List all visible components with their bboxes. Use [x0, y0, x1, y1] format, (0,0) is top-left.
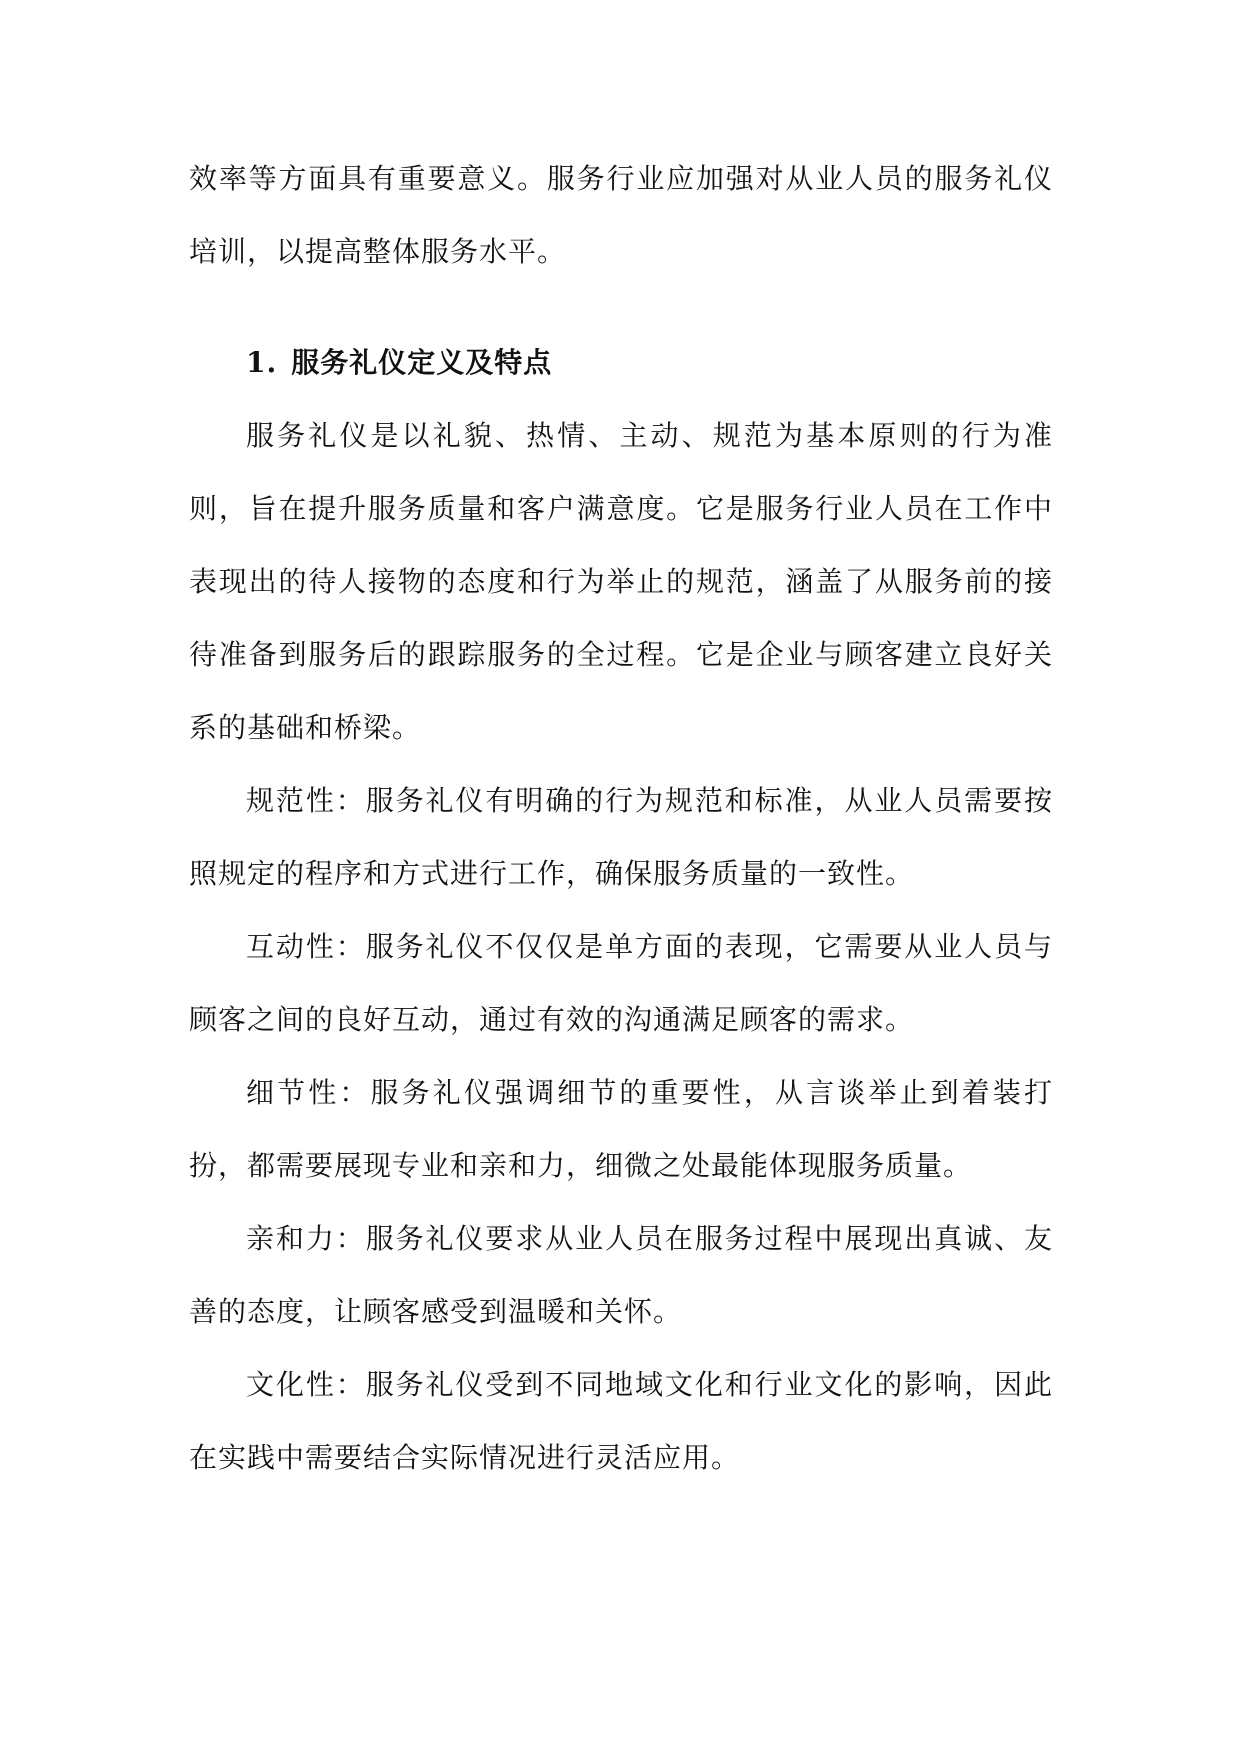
feature-paragraph-detail: 细节性：服务礼仪强调细节的重要性，从言谈举止到着装打扮，都需要展现专业和亲和力，细微之处最能体现服务质量。 [189, 1076, 1053, 1182]
definition-paragraph: 服务礼仪是以礼貌、热情、主动、规范为基本原则的行为准则，旨在提升服务质量和客户满意度。它是服务行业人员在工作中表现出的待人接物的态度和行为举止的规范，涵盖了从服务前的接待准备到服务后的跟踪服务的全过程。它是企业与顾客建立良好关系的基础和桥梁。 [189, 419, 1053, 744]
section-heading [189, 326, 1053, 399]
feature-paragraph-culture: 文化性：服务礼仪受到不同地域文化和行业文化的影响，因此在实践中需要结合实际情况进行灵活应用。 [189, 1368, 1053, 1474]
intro-continuation-paragraph: 效率等方面具有重要意义。服务行业应加强对从业人员的服务礼仪培训，以提高整体服务水平。 [189, 162, 1053, 268]
feature-paragraph-interactivity: 互动性：服务礼仪不仅仅是单方面的表现，它需要从业人员与顾客之间的良好互动，通过有效的沟通满足顾客的需求。 [189, 930, 1053, 1036]
section-number: 1. [246, 346, 278, 379]
section-title: 服务礼仪定义及特点 [291, 346, 553, 379]
feature-paragraph-standardization: 规范性：服务礼仪有明确的行为规范和标准，从业人员需要按照规定的程序和方式进行工作，确保服务质量的一致性。 [189, 784, 1053, 890]
feature-paragraph-affinity: 亲和力：服务礼仪要求从业人员在服务过程中展现出真诚、友善的态度，让顾客感受到温暖和关怀。 [189, 1222, 1053, 1328]
document-body [189, 142, 1053, 1494]
